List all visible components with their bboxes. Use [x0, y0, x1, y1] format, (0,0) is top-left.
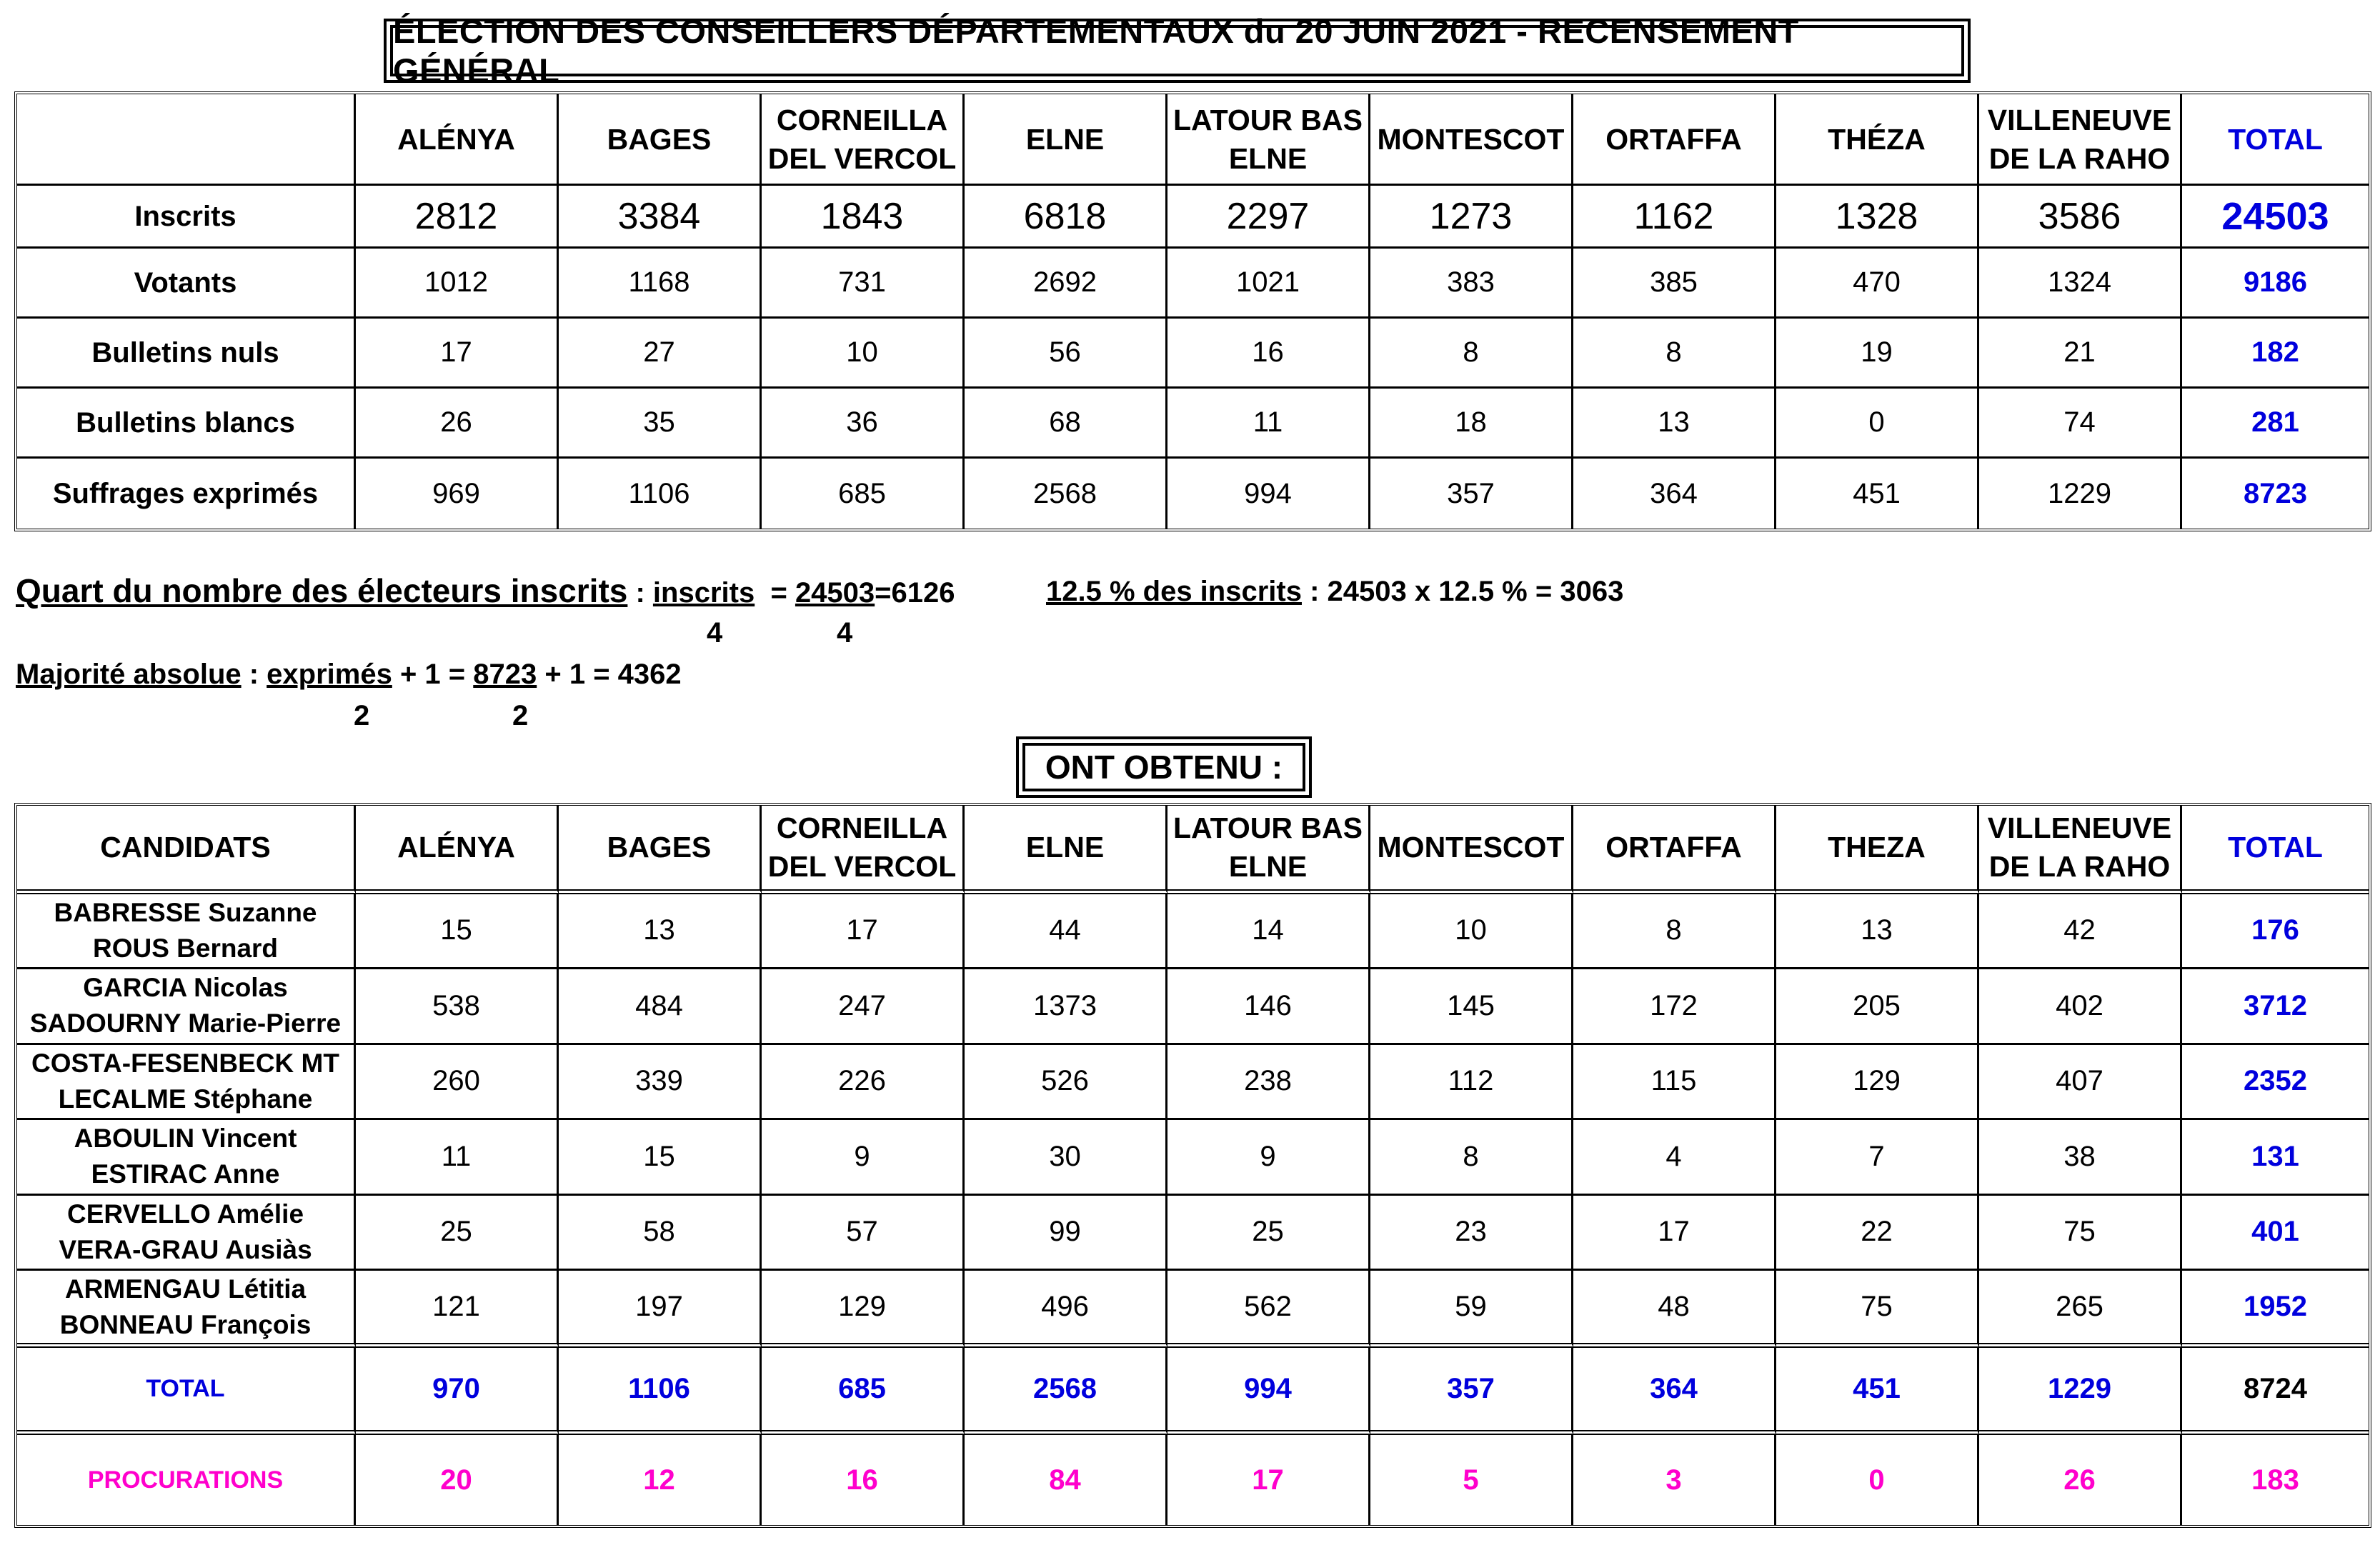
- header-row: [17, 94, 2369, 186]
- value-cell: 0: [1776, 389, 1979, 459]
- value-cell: 58: [559, 1196, 762, 1271]
- row-label: Votants: [17, 249, 356, 319]
- pct-formula: [1046, 576, 1623, 608]
- candidate-name-1: BABRESSE Suzanne: [54, 897, 317, 927]
- candidate-name-2: SADOURNY Marie-Pierre: [29, 1009, 342, 1039]
- value-cell: 129: [762, 1271, 965, 1349]
- candidate-names: [17, 1045, 356, 1120]
- total-value-cell: 357: [1370, 1348, 1573, 1435]
- procuration-cell: 26: [1979, 1435, 2182, 1525]
- value-cell: 247: [762, 969, 965, 1044]
- maj-mid: + 1 =: [392, 659, 474, 690]
- value-cell: 30: [965, 1120, 1167, 1195]
- value-cell: 13: [559, 894, 762, 969]
- total-cell: 9186: [2182, 249, 2369, 319]
- pct-rest: : 24503 x 12.5 % = 3063: [1301, 576, 1624, 607]
- value-cell: 8: [1370, 1120, 1573, 1195]
- value-cell: 56: [965, 319, 1167, 389]
- value-cell: 526: [965, 1045, 1167, 1120]
- value-cell: 1229: [1979, 459, 2182, 529]
- value-cell: 8: [1573, 894, 1776, 969]
- total-cell: 131: [2182, 1120, 2369, 1195]
- commune-header: BAGES: [559, 806, 762, 894]
- stat-row-votants: [17, 249, 2369, 319]
- obtenu-title: ONT OBTENU :: [1022, 743, 1305, 791]
- stat-row-blancs: [17, 389, 2369, 459]
- candidate-name-1: GARCIA Nicolas: [83, 973, 288, 1003]
- value-cell: 17: [1573, 1196, 1776, 1271]
- total-value-cell: 1229: [1979, 1348, 2182, 1435]
- total-header: TOTAL: [2182, 806, 2369, 894]
- value-cell: 2568: [965, 459, 1167, 529]
- value-cell: 407: [1979, 1045, 2182, 1120]
- value-cell: 21: [1979, 319, 2182, 389]
- value-cell: 10: [762, 319, 965, 389]
- grand-total-cell: 8724: [2182, 1348, 2369, 1435]
- maj-denominator-2: 2: [512, 700, 529, 731]
- value-cell: 364: [1573, 459, 1776, 529]
- quart-formula: [16, 571, 955, 610]
- value-cell: 48: [1573, 1271, 1776, 1349]
- maj-label: Majorité absolue: [16, 659, 242, 690]
- commune-header: CORNEILLA DEL VERCOL: [762, 806, 965, 894]
- value-cell: 685: [762, 459, 965, 529]
- value-cell: 562: [1167, 1271, 1370, 1349]
- total-header: TOTAL: [2182, 94, 2369, 186]
- value-cell: 27: [559, 319, 762, 389]
- candidate-name-1: ABOULIN Vincent: [74, 1124, 297, 1154]
- commune-header: LATOUR BAS ELNE: [1167, 806, 1370, 894]
- quart-value: 24503: [795, 577, 875, 609]
- commune-header: ALÉNYA: [356, 94, 559, 186]
- pct-label: 12.5 % des inscrits: [1046, 576, 1302, 607]
- value-cell: 25: [356, 1196, 559, 1271]
- maj-sep: :: [241, 659, 267, 690]
- title-box: [384, 12, 1971, 89]
- total-cell: 24503: [2182, 186, 2369, 249]
- commune-header: VILLENEUVE DE LA RAHO: [1979, 806, 2182, 894]
- value-cell: 25: [1167, 1196, 1370, 1271]
- total-value-cell: 364: [1573, 1348, 1776, 1435]
- value-cell: 1168: [559, 249, 762, 319]
- value-cell: 205: [1776, 969, 1979, 1044]
- value-cell: 1012: [356, 249, 559, 319]
- value-cell: 38: [1979, 1120, 2182, 1195]
- candidate-names: [17, 1196, 356, 1271]
- value-cell: 3384: [559, 186, 762, 249]
- value-cell: 74: [1979, 389, 2182, 459]
- value-cell: 42: [1979, 894, 2182, 969]
- row-label: Inscrits: [17, 186, 356, 249]
- maj-value: 8723: [473, 659, 537, 690]
- total-value-cell: 994: [1167, 1348, 1370, 1435]
- total-cell: 401: [2182, 1196, 2369, 1271]
- total-cell: 3712: [2182, 969, 2369, 1044]
- commune-header: MONTESCOT: [1370, 94, 1573, 186]
- value-cell: 1021: [1167, 249, 1370, 319]
- total-cell: 176: [2182, 894, 2369, 969]
- procuration-cell: 12: [559, 1435, 762, 1525]
- corner-cell: [17, 94, 356, 186]
- value-cell: 2692: [965, 249, 1167, 319]
- value-cell: 1373: [965, 969, 1167, 1044]
- commune-header: ELNE: [965, 94, 1167, 186]
- value-cell: 538: [356, 969, 559, 1044]
- value-cell: 115: [1573, 1045, 1776, 1120]
- value-cell: 969: [356, 459, 559, 529]
- totals-label: TOTAL: [17, 1348, 356, 1435]
- value-cell: 260: [356, 1045, 559, 1120]
- quart-denominator-2: 4: [837, 617, 853, 649]
- value-cell: 496: [965, 1271, 1167, 1349]
- candidats-header: CANDIDATS: [17, 806, 356, 894]
- total-value-cell: 685: [762, 1348, 965, 1435]
- total-value-cell: 970: [356, 1348, 559, 1435]
- commune-header: ORTAFFA: [1573, 806, 1776, 894]
- commune-header: VILLENEUVE DE LA RAHO: [1979, 94, 2182, 186]
- stat-row-inscrits: [17, 186, 2369, 249]
- value-cell: 4: [1573, 1120, 1776, 1195]
- value-cell: 385: [1573, 249, 1776, 319]
- candidate-name-2: LECALME Stéphane: [58, 1084, 313, 1114]
- obtenu-box: [1016, 736, 1312, 798]
- value-cell: 11: [1167, 389, 1370, 459]
- value-cell: 197: [559, 1271, 762, 1349]
- quart-result: =6126: [875, 577, 955, 609]
- row-label: Bulletins blancs: [17, 389, 356, 459]
- page-title: ÉLECTION DES CONSEILLERS DÉPARTEMENTAUX du 20 JUIN 2021 - RECENSEMENT GÉNÉRAL: [390, 25, 1964, 76]
- value-cell: 226: [762, 1045, 965, 1120]
- value-cell: 731: [762, 249, 965, 319]
- total-cell: 2352: [2182, 1045, 2369, 1120]
- value-cell: 1328: [1776, 186, 1979, 249]
- value-cell: 383: [1370, 249, 1573, 319]
- total-cell: 182: [2182, 319, 2369, 389]
- value-cell: 9: [1167, 1120, 1370, 1195]
- value-cell: 36: [762, 389, 965, 459]
- value-cell: 112: [1370, 1045, 1573, 1120]
- candidate-name-2: ESTIRAC Anne: [91, 1159, 280, 1189]
- procuration-cell: 84: [965, 1435, 1167, 1525]
- total-value-cell: 2568: [965, 1348, 1167, 1435]
- total-value-cell: 451: [1776, 1348, 1979, 1435]
- candidate-row: [17, 1196, 2369, 1271]
- candidats-table: [14, 803, 2371, 1528]
- procurations-label: PROCURATIONS: [17, 1435, 356, 1525]
- value-cell: 14: [1167, 894, 1370, 969]
- value-cell: 1324: [1979, 249, 2182, 319]
- value-cell: 15: [559, 1120, 762, 1195]
- value-cell: 35: [559, 389, 762, 459]
- value-cell: 121: [356, 1271, 559, 1349]
- maj-numerator: exprimés: [267, 659, 392, 690]
- candidate-row: [17, 1120, 2369, 1195]
- procuration-cell: 17: [1167, 1435, 1370, 1525]
- value-cell: 146: [1167, 969, 1370, 1044]
- candidate-name-2: ROUS Bernard: [92, 933, 279, 963]
- header-row: [17, 806, 2369, 894]
- value-cell: 18: [1370, 389, 1573, 459]
- quart-numerator: inscrits: [652, 577, 755, 609]
- value-cell: 1106: [559, 459, 762, 529]
- value-cell: 8: [1573, 319, 1776, 389]
- candidate-names: [17, 969, 356, 1044]
- value-cell: 10: [1370, 894, 1573, 969]
- procuration-total-cell: 183: [2251, 1464, 2299, 1496]
- commune-header: ALÉNYA: [356, 806, 559, 894]
- candidate-names: [17, 1120, 356, 1195]
- commune-header: LATOUR BAS ELNE: [1167, 94, 1370, 186]
- value-cell: 99: [965, 1196, 1167, 1271]
- value-cell: 75: [1979, 1196, 2182, 1271]
- value-cell: 26: [356, 389, 559, 459]
- commune-header: MONTESCOT: [1370, 806, 1573, 894]
- recensement-table: [14, 91, 2371, 531]
- stat-row-exprimes: [17, 459, 2369, 529]
- value-cell: 2297: [1167, 186, 1370, 249]
- quart-denominator-1: 4: [707, 617, 723, 649]
- procuration-cell: 20: [356, 1435, 559, 1525]
- value-cell: 994: [1167, 459, 1370, 529]
- value-cell: 68: [965, 389, 1167, 459]
- candidate-name-1: COSTA-FESENBECK MT: [31, 1048, 339, 1078]
- total-value-cell: 1106: [559, 1348, 762, 1435]
- value-cell: 402: [1979, 969, 2182, 1044]
- total-cell: 281: [2182, 389, 2369, 459]
- candidate-row: [17, 969, 2369, 1044]
- value-cell: 17: [356, 319, 559, 389]
- stat-row-nuls: [17, 319, 2369, 389]
- value-cell: 59: [1370, 1271, 1573, 1349]
- quart-label: Quart du nombre des électeurs inscrits: [16, 572, 628, 609]
- candidate-name-2: VERA-GRAU Ausiàs: [59, 1234, 312, 1264]
- candidate-row: [17, 1045, 2369, 1120]
- value-cell: 57: [762, 1196, 965, 1271]
- value-cell: 15: [356, 894, 559, 969]
- value-cell: 2812: [356, 186, 559, 249]
- value-cell: 17: [762, 894, 965, 969]
- value-cell: 129: [1776, 1045, 1979, 1120]
- procuration-cell: 16: [762, 1435, 965, 1525]
- value-cell: 16: [1167, 319, 1370, 389]
- commune-header: ELNE: [965, 806, 1167, 894]
- value-cell: 238: [1167, 1045, 1370, 1120]
- candidate-row: [17, 1271, 2369, 1349]
- total-cell: 8723: [2244, 477, 2307, 509]
- value-cell: 339: [559, 1045, 762, 1120]
- procuration-cell: 0: [1776, 1435, 1979, 1525]
- value-cell: 3586: [1979, 186, 2182, 249]
- row-label: Suffrages exprimés: [17, 459, 356, 529]
- procuration-cell: 3: [1573, 1435, 1776, 1525]
- maj-result: + 1 = 4362: [537, 659, 682, 690]
- value-cell: 75: [1776, 1271, 1979, 1349]
- value-cell: 172: [1573, 969, 1776, 1044]
- commune-header: BAGES: [559, 94, 762, 186]
- value-cell: 23: [1370, 1196, 1573, 1271]
- value-cell: 11: [356, 1120, 559, 1195]
- commune-header: THEZA: [1776, 806, 1979, 894]
- procuration-cell: 5: [1370, 1435, 1573, 1525]
- quart-eq: =: [770, 577, 787, 609]
- value-cell: 1843: [762, 186, 965, 249]
- quart-sep: :: [627, 577, 653, 609]
- value-cell: 7: [1776, 1120, 1979, 1195]
- majorite-formula: [16, 659, 682, 691]
- value-cell: 1273: [1370, 186, 1573, 249]
- value-cell: 451: [1776, 459, 1979, 529]
- commune-header: THÉZA: [1776, 94, 1979, 186]
- value-cell: 145: [1370, 969, 1573, 1044]
- value-cell: 8: [1370, 319, 1573, 389]
- value-cell: 13: [1776, 894, 1979, 969]
- procurations-row: [17, 1435, 2369, 1525]
- candidate-name-2: BONNEAU François: [59, 1309, 312, 1339]
- commune-header: ORTAFFA: [1573, 94, 1776, 186]
- total-cell: 1952: [2182, 1271, 2369, 1349]
- candidate-names: [17, 1271, 356, 1349]
- value-cell: 13: [1573, 389, 1776, 459]
- commune-header: CORNEILLA DEL VERCOL: [762, 94, 965, 186]
- value-cell: 265: [1979, 1271, 2182, 1349]
- value-cell: 9: [762, 1120, 965, 1195]
- value-cell: 19: [1776, 319, 1979, 389]
- candidate-names: [17, 894, 356, 969]
- row-label: Bulletins nuls: [17, 319, 356, 389]
- value-cell: 470: [1776, 249, 1979, 319]
- value-cell: 44: [965, 894, 1167, 969]
- value-cell: 6818: [965, 186, 1167, 249]
- value-cell: 484: [559, 969, 762, 1044]
- value-cell: 22: [1776, 1196, 1979, 1271]
- candidate-name-1: CERVELLO Amélie: [66, 1199, 304, 1229]
- candidate-name-1: ARMENGAU Létitia: [64, 1274, 307, 1304]
- value-cell: 1162: [1573, 186, 1776, 249]
- value-cell: 357: [1370, 459, 1573, 529]
- maj-denominator-1: 2: [354, 700, 370, 731]
- candidate-row: [17, 894, 2369, 969]
- totals-row: [17, 1348, 2369, 1435]
